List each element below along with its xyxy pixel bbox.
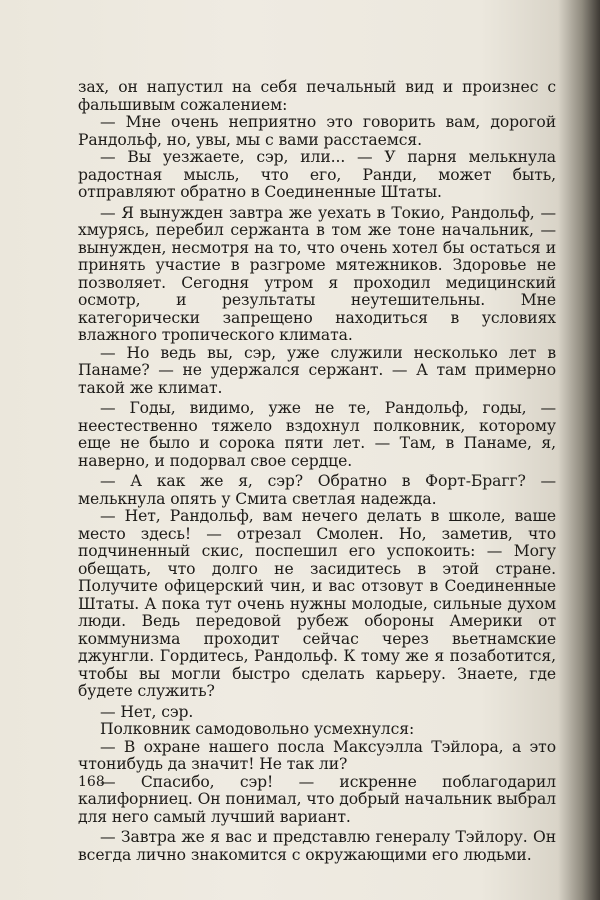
paragraph: — Нет, сэр. <box>100 702 194 721</box>
paragraph: — Я вынужден завтра же уехать в Токио, Рандольф, — хмурясь, перебил сержанта в том же тоне начальник, — вынужден, несмотря на то, что очень хотел бы остаться и принять участие в разгроме мятежников. Здоровье не позволяет. Сегодня утром я проходил медицинский осмотр, и результаты неутешительны. Мне категорически запрещено находиться в условиях влажного тропического климата. <box>78 203 556 344</box>
paragraph: — Но ведь вы, сэр, уже служили несколько лет в Панаме? — не удержался сержант. — А там примерно такой же климат. <box>78 343 556 397</box>
paragraph: — Мне очень неприятно это говорить вам, дорогой Рандольф, но, увы, мы с вами расстаемся. <box>78 113 556 149</box>
paragraph: Полковник самодовольно усмехнулся: <box>100 720 415 738</box>
paragraph: — Нет, Рандольф, вам нечего делать в школе, ваше место здесь! — отрезал Смолен. Но, заметив, что подчиненный скис, поспешил его успокоить: — Могу обещать, что долго не засидитесь в этой стране. Получите офицерский чин, и вас отзовут в Соединенные Штаты. А пока тут очень нужны молодые, сильные духом люди. Ведь передовой рубеж обороны Америки от коммунизма проходит сейчас через вьетнамские джунгли. Гордитесь, Рандольф. К тому же я позаботится, чтобы вы могли быстро сделать карьеру. Знаете, где будете служить? <box>78 507 556 700</box>
paragraph: — Спасибо, сэр! — искренне поблагодарил калифорниец. Он понимал, что добрый начальник выбрал для него самый лучший вариант. <box>78 772 556 826</box>
paragraph: — А как же я, сэр? Обратно в Форт-Брагг? — мелькнула опять у Смита светлая надежда. <box>78 472 556 508</box>
paragraph: зах, он напустил на себя печальный вид и произнес с фальшивым сожалением: <box>78 78 556 114</box>
paragraph: — Вы уезжаете, сэр, или... — У парня мелькнула радостная мысль, что его, Ранди, может быть, отправляют обратно в Соединенные Штаты. <box>78 148 556 201</box>
paragraph: — Завтра же я вас и представлю генералу Тэйлору. Он всегда лично знакомится с окружающими его людьми. <box>78 828 556 864</box>
body-text <box>78 79 556 864</box>
paragraph: — В охране нашего посла Максуэлла Тэйлора, а это чтонибудь да значит! Не так ли? <box>78 737 556 773</box>
paragraph: — Годы, видимо, уже не те, Рандольф, годы, — неестественно тяжело вздохнул полковник, которому еще не было и сорока пяти лет. — Там, в Панаме, я, наверно, и подорвал свое сердце. <box>78 399 556 470</box>
page-number: 168 <box>78 774 105 790</box>
